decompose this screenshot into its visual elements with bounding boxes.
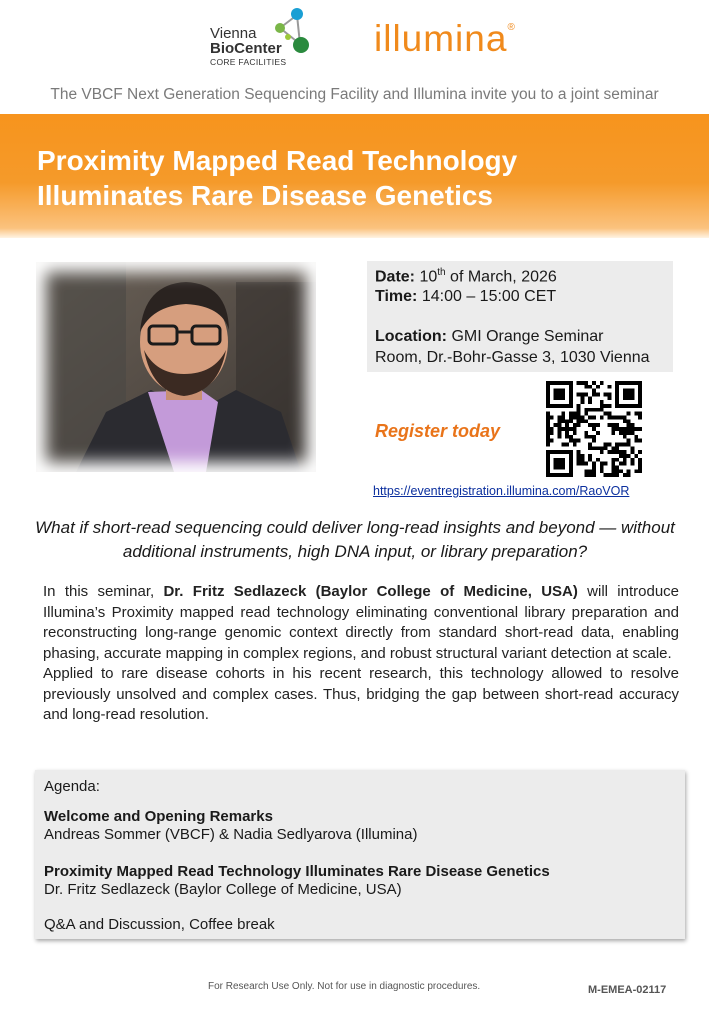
location-line1	[375, 328, 604, 346]
event-info-box	[367, 261, 673, 372]
agenda-item-speaker: Dr. Fritz Sedlazeck (Baylor College of Medicine, USA)	[44, 881, 402, 898]
time-line	[375, 288, 556, 306]
seminar-title-line1: Proximity Mapped Read Technology	[37, 145, 518, 176]
title-banner	[0, 114, 709, 238]
date-suffix: th	[437, 267, 446, 278]
lead-question: What if short-read sequencing could deliver long-read insights and beyond — without additional instruments, high DNA input, or library preparation?	[35, 518, 675, 561]
qr-code[interactable]	[546, 381, 642, 477]
seminar-title	[37, 143, 677, 213]
speaker-photo	[36, 262, 316, 472]
description-paragraph-1	[43, 582, 679, 664]
illumina-logo	[374, 18, 524, 60]
agenda-item-speakers: Andreas Sommer (VBCF) & Nadia Sedlyarova (Illumina)	[44, 826, 418, 843]
agenda-item-title: Proximity Mapped Read Technology Illuminates Rare Disease Genetics	[44, 863, 550, 880]
registration-link[interactable]: https://eventregistration.illumina.com/RaoVOR	[373, 484, 630, 498]
agenda-box	[35, 770, 685, 939]
date-line	[375, 267, 557, 286]
time-label: Time:	[375, 288, 418, 305]
vbc-logo-line3: CORE FACILITIES	[210, 57, 287, 67]
agenda-item-title: Welcome and Opening Remarks	[44, 808, 273, 825]
description-intro: In this seminar,	[43, 583, 164, 600]
seminar-description	[43, 582, 679, 726]
vbc-logo	[200, 4, 318, 68]
vbc-logo-line1: Vienna	[210, 25, 257, 42]
agenda-heading: Agenda:	[44, 778, 100, 795]
invite-text: The VBCF Next Generation Sequencing Facility and Illumina invite you to a joint seminar	[50, 86, 659, 103]
description-text: will introduce Illumina’s Proximity mapped read technology eliminating conventional library preparation and reconstructing long-range genomic context directly from standard short-read data, enabling phasing, accurate mapping in complex regions, and robust structural variant detection at scale.	[43, 583, 680, 662]
document-code: M-EMEA-02117	[588, 984, 667, 996]
location-value-line1: GMI Orange Seminar	[447, 328, 604, 345]
vbc-logo-line2: BioCenter	[210, 40, 282, 57]
registered-mark: ®	[507, 22, 515, 33]
register-label: Register today	[375, 421, 501, 441]
speaker-name: Dr. Fritz Sedlazeck (Baylor College of Medicine, USA)	[163, 583, 578, 600]
illumina-logo-word: illumina	[374, 18, 508, 59]
location-value-line2: Room, Dr.-Bohr-Gasse 3, 1030 Vienna	[375, 349, 650, 366]
agenda-item-break: Q&A and Discussion, Coffee break	[44, 916, 275, 933]
date-day: 10	[419, 268, 438, 286]
seminar-title-line2: Illuminates Rare Disease Genetics	[37, 180, 493, 211]
date-rest: of March, 2026	[445, 268, 557, 286]
time-value: 14:00 – 15:00 CET	[417, 288, 557, 305]
location-label: Location:	[375, 328, 447, 345]
description-paragraph-2: Applied to rare disease cohorts in his recent research, this technology allowed to resolve previously unsolved and complex cases. Thus, bridging the gap between short-read accuracy and long-read resolution.	[43, 665, 679, 723]
date-label: Date:	[375, 268, 416, 286]
footer-disclaimer: For Research Use Only. Not for use in diagnostic procedures.	[208, 981, 481, 992]
